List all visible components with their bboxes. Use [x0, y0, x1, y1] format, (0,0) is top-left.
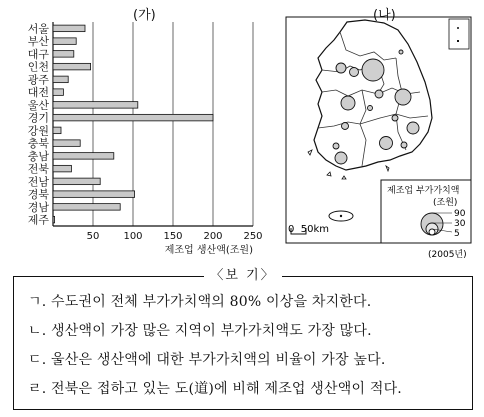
- category-label: 광주: [27, 73, 49, 87]
- category-label: 충북: [27, 137, 49, 151]
- circle-gangwon: [399, 50, 403, 54]
- category-label: 울산: [27, 98, 49, 112]
- legend-value-90: 90: [454, 209, 466, 219]
- legend-value-5: 5: [454, 229, 460, 239]
- category-label: 제주: [27, 213, 49, 227]
- circle-gyeongnam: [380, 137, 393, 150]
- category-label: 서울: [27, 22, 49, 36]
- bogi-item-4: ㄹ. 전북은 접하고 있는 도(道)에 비해 제조업 생산액이 적다.: [28, 381, 402, 397]
- circle-gwangju: [333, 143, 339, 149]
- x-tick-label: 50: [86, 231, 100, 242]
- category-label: 경기: [27, 111, 49, 125]
- circle-busan: [401, 142, 407, 148]
- year-label: (2005년): [428, 250, 467, 260]
- circle-chungbuk: [375, 90, 383, 98]
- x-tick-label: 200: [203, 231, 223, 242]
- category-label: 전북: [27, 162, 49, 176]
- circle-ulsan: [407, 122, 419, 134]
- circle-gyeongbuk: [395, 89, 411, 105]
- panel-label-ga: (가): [133, 8, 156, 23]
- circle-gyeonggi: [362, 59, 384, 81]
- dokdo-dot: [457, 40, 459, 42]
- circle-jeonnam: [335, 152, 347, 164]
- category-label: 경북: [27, 188, 49, 202]
- x-tick-label: 100: [123, 231, 143, 242]
- circle-seoul: [350, 68, 359, 77]
- dokdo-mark: [457, 27, 459, 29]
- category-label: 충남: [27, 149, 49, 163]
- x-tick-label: 150: [163, 231, 183, 242]
- circle-daejeon: [368, 106, 373, 111]
- scale-label: 0 50km: [288, 224, 329, 235]
- circle-chungnam: [341, 96, 355, 110]
- category-label: 대구: [27, 47, 49, 61]
- x-axis-label: 제조업 생산액(조원): [164, 245, 253, 256]
- bogi-title: 〈보 기〉: [204, 268, 281, 283]
- category-label: 전남: [27, 175, 49, 189]
- circle-daegu: [392, 115, 398, 121]
- x-tick-label: 250: [243, 231, 263, 242]
- category-label: 대전: [27, 86, 49, 100]
- jeju-value-circle: [340, 215, 342, 217]
- category-label: 강원: [27, 124, 49, 138]
- bogi-box: [13, 268, 473, 410]
- category-label: 부산: [27, 35, 49, 49]
- legend-value-30: 30: [454, 219, 466, 229]
- circle-jeonbuk: [342, 123, 349, 130]
- bogi-item-2: ㄴ. 생산액이 가장 많은 지역이 부가가치액도 가장 많다.: [28, 323, 372, 339]
- circle-incheon: [336, 63, 346, 73]
- legend-unit: (조원): [433, 198, 458, 208]
- bogi-item-3: ㄷ. 울산은 생산액에 대한 부가가치액의 비율이 가장 높다.: [28, 352, 386, 368]
- category-label: 인천: [27, 60, 49, 74]
- legend-circle-small: [429, 229, 435, 235]
- category-label: 경남: [27, 200, 49, 214]
- bogi-item-1: ㄱ. 수도권이 전체 부가가치액의 80% 이상을 차지한다.: [28, 294, 372, 310]
- legend-title: 제조업 부가가치액: [387, 186, 460, 196]
- panel-label-na: (나): [373, 8, 396, 23]
- inset-box: [449, 19, 469, 49]
- peninsula-outline: [314, 20, 432, 170]
